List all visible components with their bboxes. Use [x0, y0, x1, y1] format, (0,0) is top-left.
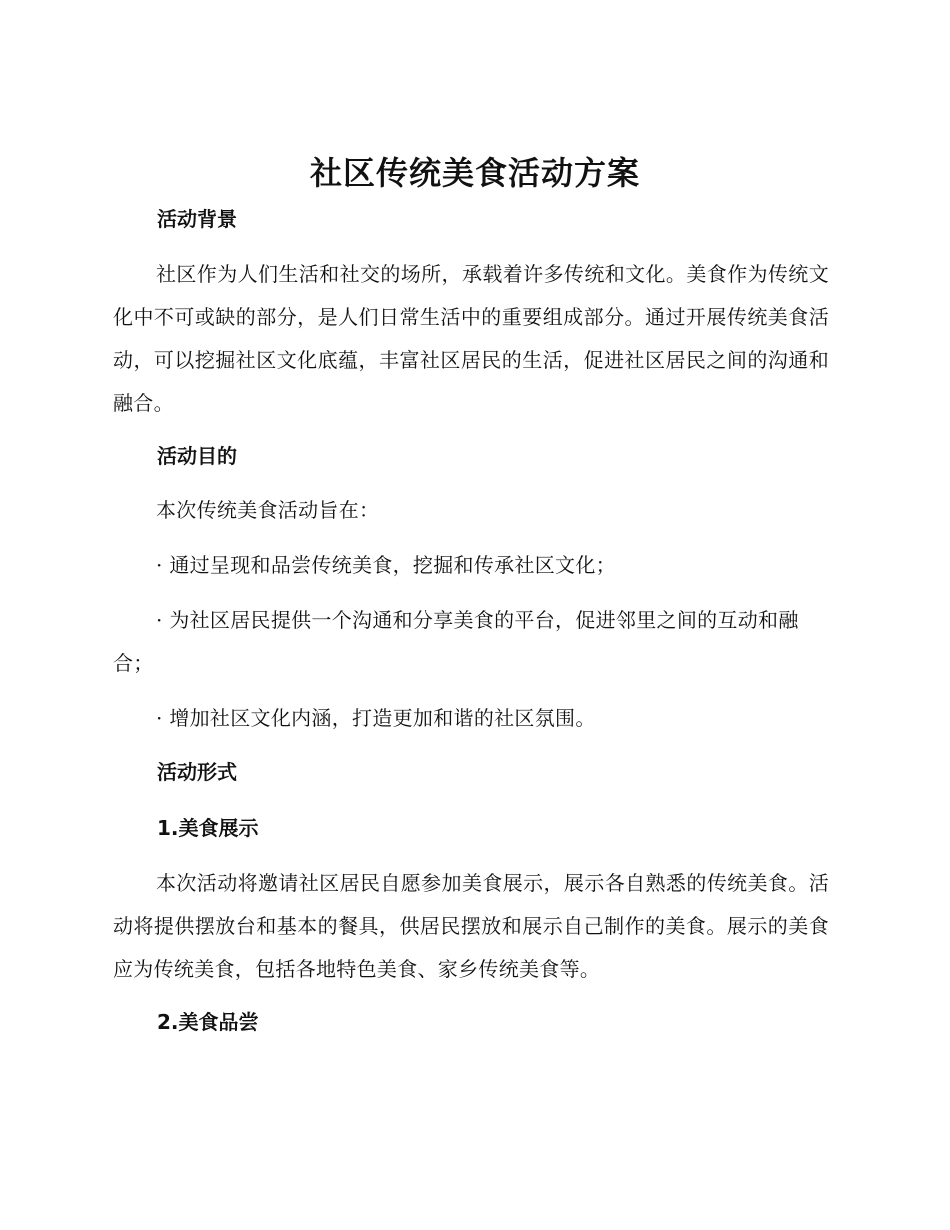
- subsection-heading-display: 1.美食展示: [157, 816, 259, 840]
- purpose-bullet-3: · 增加社区文化内涵，打造更加和谐的社区氛围。: [156, 706, 596, 730]
- background-paragraph: 社区作为人们生活和社交的场所，承载着许多传统和文化。美食作为传统文化中不可或缺的部分，是人们日常生活中的重要组成部分。通过开展传统美食活动，可以挖掘社区文化底蕴，丰富社区居民的生活，促进社区居民之间的沟通和融合。: [113, 262, 829, 415]
- purpose-intro: 本次传统美食活动旨在：: [156, 498, 380, 522]
- purpose-bullet-2: · 为社区居民提供一个沟通和分享美食的平台，促进邻里之间的互动和融合；: [113, 608, 799, 675]
- display-paragraph: 本次活动将邀请社区居民自愿参加美食展示，展示各自熟悉的传统美食。活动将提供摆放台和基本的餐具，供居民摆放和展示自己制作的美食。展示的美食应为传统美食，包括各地特色美食、家乡传统美食等。: [113, 871, 829, 981]
- section-heading-background: 活动背景: [157, 207, 237, 231]
- section-heading-purpose: 活动目的: [157, 444, 237, 468]
- subsection-heading-tasting: 2.美食品尝: [157, 1010, 259, 1034]
- purpose-bullet-1: · 通过呈现和品尝传统美食，挖掘和传承社区文化；: [156, 553, 616, 577]
- document-title: 社区传统美食活动方案: [309, 154, 640, 192]
- section-heading-format: 活动形式: [157, 760, 237, 784]
